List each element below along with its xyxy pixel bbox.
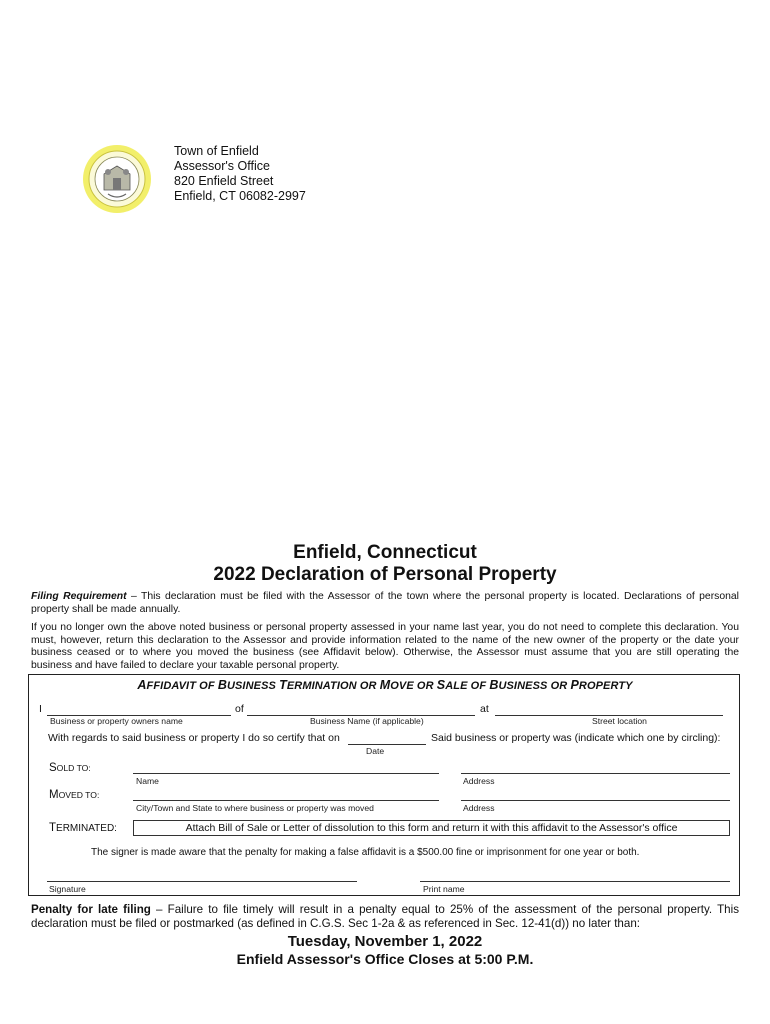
- date-field[interactable]: [348, 744, 426, 745]
- late-filing-penalty-label: Penalty for late filing: [31, 903, 151, 916]
- affidavit-box: [28, 674, 740, 896]
- affidavit-title-rest: FFIDAVIT OF: [146, 680, 218, 692]
- affidavit-title-rest: ERMINATION OR: [286, 680, 380, 692]
- owner-name-caption: Business or property owners name: [50, 716, 183, 726]
- at-label: at: [480, 703, 489, 715]
- signature-field[interactable]: [47, 881, 357, 882]
- terminated-instruction: Attach Bill of Sale or Letter of dissolution to this form and return it with this affidavit to the Assessor's office: [133, 820, 730, 836]
- sold-to-address-field[interactable]: [461, 773, 730, 774]
- certify-text: With regards to said business or property I do so certify that on: [48, 732, 340, 744]
- circling-instruction: Said business or property was (indicate which one by circling):: [431, 732, 721, 744]
- moved-to-rest: OVED TO:: [58, 790, 100, 800]
- sold-to-cap: S: [49, 762, 57, 774]
- moved-to-option[interactable]: [49, 789, 99, 801]
- affidavit-title-cap: P: [570, 678, 579, 692]
- town-seal-icon: [82, 144, 152, 214]
- deadline-date: Tuesday, November 1, 2022: [287, 933, 483, 950]
- affidavit-title-rest: ALE OF: [445, 680, 490, 692]
- town-seal-graphic: [82, 144, 152, 214]
- signature-caption: Signature: [49, 884, 86, 894]
- assessor-address: [174, 144, 306, 204]
- sold-address-caption: Address: [463, 776, 495, 786]
- print-name-field[interactable]: [420, 881, 730, 882]
- address-line-office: Assessor's Office: [174, 159, 270, 173]
- name-caption: Name: [136, 776, 159, 786]
- affidavit-title-cap: B: [217, 678, 227, 692]
- address-line-town: Town of Enfield: [174, 144, 259, 158]
- affidavit-title-rest: ROPERTY: [578, 680, 633, 692]
- false-affidavit-notice: The signer is made aware that the penalty for making a false affidavit is a $500.00 fine or imprisonment for one year or both.: [91, 847, 640, 858]
- terminated-rest: ERMINATED:: [56, 823, 117, 834]
- print-name-caption: Print name: [423, 884, 465, 894]
- moved-address-caption: Address: [463, 803, 495, 813]
- moved-to-cap: M: [49, 789, 59, 801]
- sold-to-option[interactable]: [49, 762, 91, 774]
- document-title-line1: Enfield, Connecticut: [293, 542, 477, 563]
- address-line-street: 820 Enfield Street: [174, 174, 274, 188]
- affidavit-title-rest: OVE OR: [390, 680, 437, 692]
- moved-to-address-field[interactable]: [461, 800, 730, 801]
- filing-requirement: [31, 591, 739, 616]
- no-longer-owned-paragraph: If you no longer own the above noted business or personal property assessed in your name last year, you do not need to complete this declaration. You must, however, return this declaration to the Assessor and provide information related to the name of the new owner of the property or the date your business ceased or to where you moved the business (see Affidavit below). Otherwise, the Assessor must assume that you are still operating the business and have failed to declare your taxable personal property.: [31, 622, 739, 671]
- business-name-caption: Business Name (if applicable): [310, 716, 424, 726]
- moved-to-city-field[interactable]: [133, 800, 439, 801]
- late-filing-penalty: [31, 903, 739, 931]
- filing-requirement-label: Filing Requirement: [31, 591, 127, 602]
- date-caption: Date: [366, 746, 385, 756]
- filing-requirement-text: – This declaration must be filed with the Assessor of the town where the personal property is located. Declarations of personal property shall be made annually.: [31, 591, 739, 615]
- of-label: of: [235, 703, 244, 715]
- affidavit-title-cap: T: [279, 678, 287, 692]
- street-location-caption: Street location: [592, 716, 647, 726]
- city-caption: City/Town and State to where business or property was moved: [136, 803, 374, 813]
- sold-to-name-field[interactable]: [133, 773, 439, 774]
- terminated-cap: T: [49, 822, 57, 834]
- affidavit-title-cap: A: [137, 678, 147, 692]
- affidavit-title-cap: B: [489, 678, 499, 692]
- office-closing-time: Enfield Assessor's Office Closes at 5:00 P.M.: [236, 951, 534, 967]
- affidavit-title: [0, 678, 770, 692]
- affidavit-title-rest: USINESS OR: [498, 680, 571, 692]
- i-label: I: [39, 703, 42, 715]
- terminated-option[interactable]: [49, 822, 117, 834]
- affidavit-title-rest: USINESS: [226, 680, 280, 692]
- document-title-line2: 2022 Declaration of Personal Property: [213, 564, 557, 585]
- address-line-city: Enfield, CT 06082-2997: [174, 189, 306, 203]
- late-filing-penalty-text: – Failure to file timely will result in a penalty equal to 25% of the assessment of the personal property. This declaration must be filed or postmarked (as defined in C.G.S. Sec 1-2a & as referenced in Sec. 12-41(d)) no later than:: [31, 903, 739, 930]
- sold-to-rest: OLD TO:: [56, 763, 91, 773]
- affidavit-title-cap: M: [379, 678, 391, 692]
- affidavit-title-cap: S: [436, 678, 446, 692]
